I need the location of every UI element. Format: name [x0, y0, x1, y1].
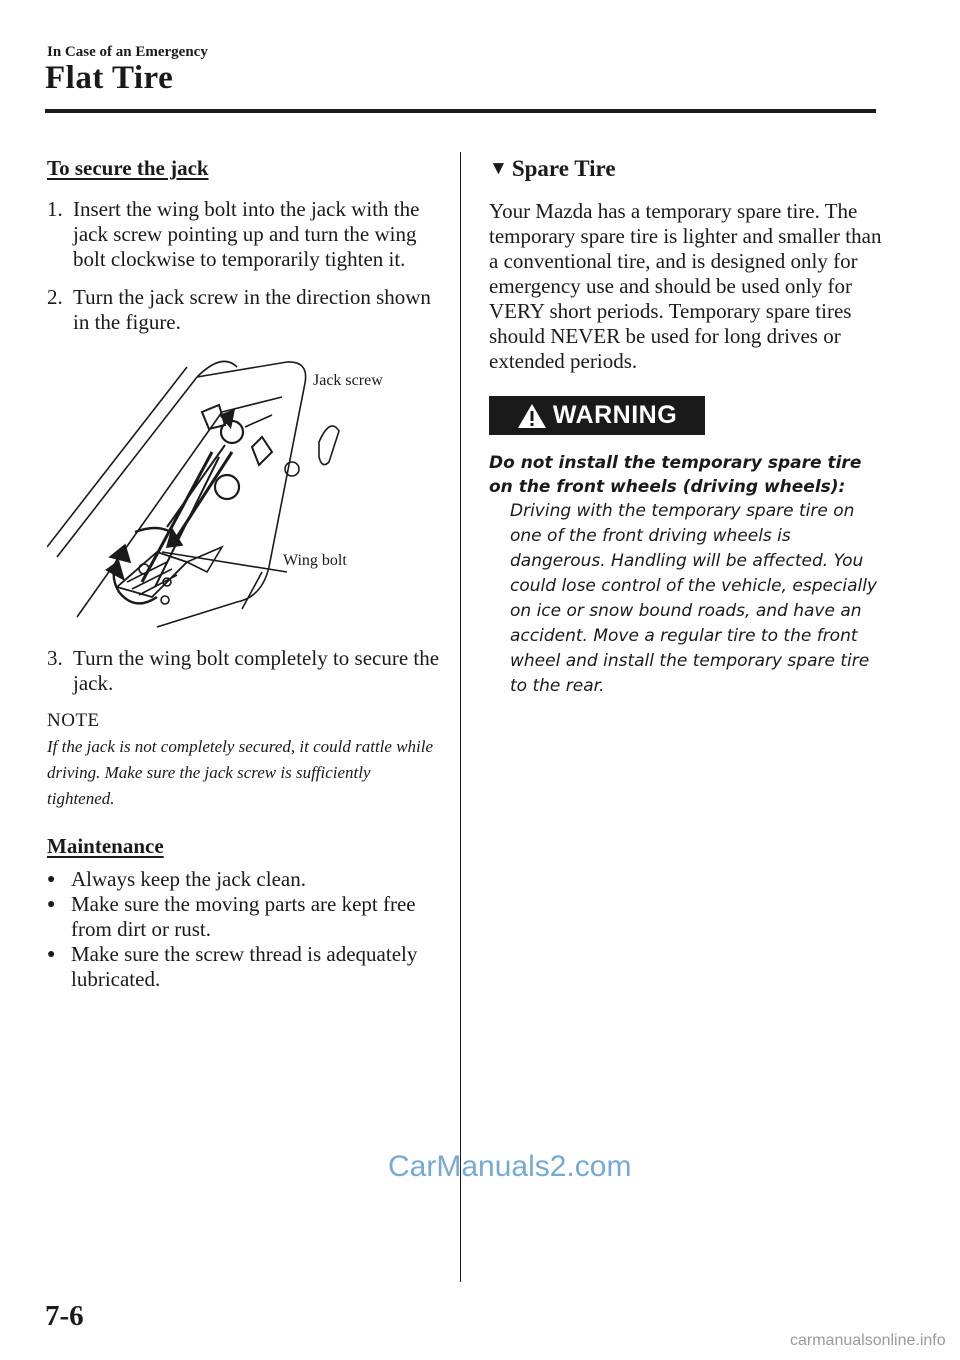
step-2 — [47, 285, 442, 335]
step-text: Turn the wing bolt completely to secure the jack. — [73, 646, 440, 695]
bullet-icon: ● — [47, 897, 56, 912]
list-item-text: Always keep the jack clean. — [71, 867, 306, 891]
spare-tire-text: Your Mazda has a temporary spare tire. The temporary spare tire is lighter and smaller than a conventional tire, and is designed only for emergency use and should be used only for VERY short periods. Temporary spare tires should NEVER be used for long drives or extended periods. — [489, 199, 882, 373]
spare-tire-heading-text: Spare Tire — [511, 156, 616, 181]
triangle-down-icon: ▼ — [489, 158, 508, 179]
list-item — [47, 867, 442, 892]
left-column — [47, 156, 442, 992]
maintenance-heading: Maintenance — [47, 834, 164, 858]
secure-jack-heading: To secure the jack — [47, 156, 209, 180]
watermark: CarManuals2.com — [388, 1150, 632, 1183]
step-3 — [47, 646, 442, 696]
step-number: 1. — [47, 197, 63, 221]
page-number: 7-6 — [45, 1300, 84, 1332]
bullet-icon: ● — [47, 872, 56, 887]
section-label: In Case of an Emergency — [47, 44, 208, 60]
step-text: Turn the jack screw in the direction shown in the figure. — [73, 285, 431, 334]
note-label: NOTE — [47, 710, 100, 731]
spare-tire-heading — [489, 156, 889, 182]
column-divider — [460, 152, 461, 1282]
bullet-icon: ● — [47, 947, 56, 962]
step-1 — [47, 197, 442, 272]
warning-text: Driving with the temporary spare tire on one of the front driving wheels is dangerous. Handling will be affected. You could lose control of the vehicle, especially on ice or snow bound roads, and have an accident. Move a regular tire to the front wheel and install the temporary spare tire to the rear. — [510, 501, 877, 696]
list-item — [47, 942, 442, 992]
warning-banner — [489, 396, 705, 435]
warning-heading: Do not install the temporary spare tire on the front wheels (driving wheels): — [489, 453, 862, 497]
step-number: 2. — [47, 285, 63, 309]
step-text: Insert the wing bolt into the jack with the jack screw pointing up and turn the wing bolt clockwise to temporarily tighten it. — [73, 197, 420, 271]
list-item-text: Make sure the screw thread is adequately lubricated. — [71, 942, 418, 991]
jack-figure — [47, 357, 442, 632]
right-column — [489, 156, 889, 699]
title-rule — [45, 109, 876, 113]
note-text: If the jack is not completely secured, it could rattle while driving. Make sure the jack screw is sufficiently tightened. — [47, 737, 434, 808]
maintenance-list — [47, 867, 442, 992]
site-watermark: carmanualsonline.info — [790, 1332, 946, 1349]
step-number: 3. — [47, 646, 63, 670]
list-item — [47, 892, 442, 942]
jack-illustration — [47, 357, 442, 632]
label-wing-bolt: Wing bolt — [283, 552, 347, 569]
label-jack-screw: Jack screw — [313, 372, 383, 389]
warning-label: WARNING — [552, 401, 678, 429]
list-item-text: Make sure the moving parts are kept free from dirt or rust. — [71, 892, 416, 941]
warning-triangle-icon — [517, 403, 547, 429]
page-title: Flat Tire — [45, 60, 174, 96]
